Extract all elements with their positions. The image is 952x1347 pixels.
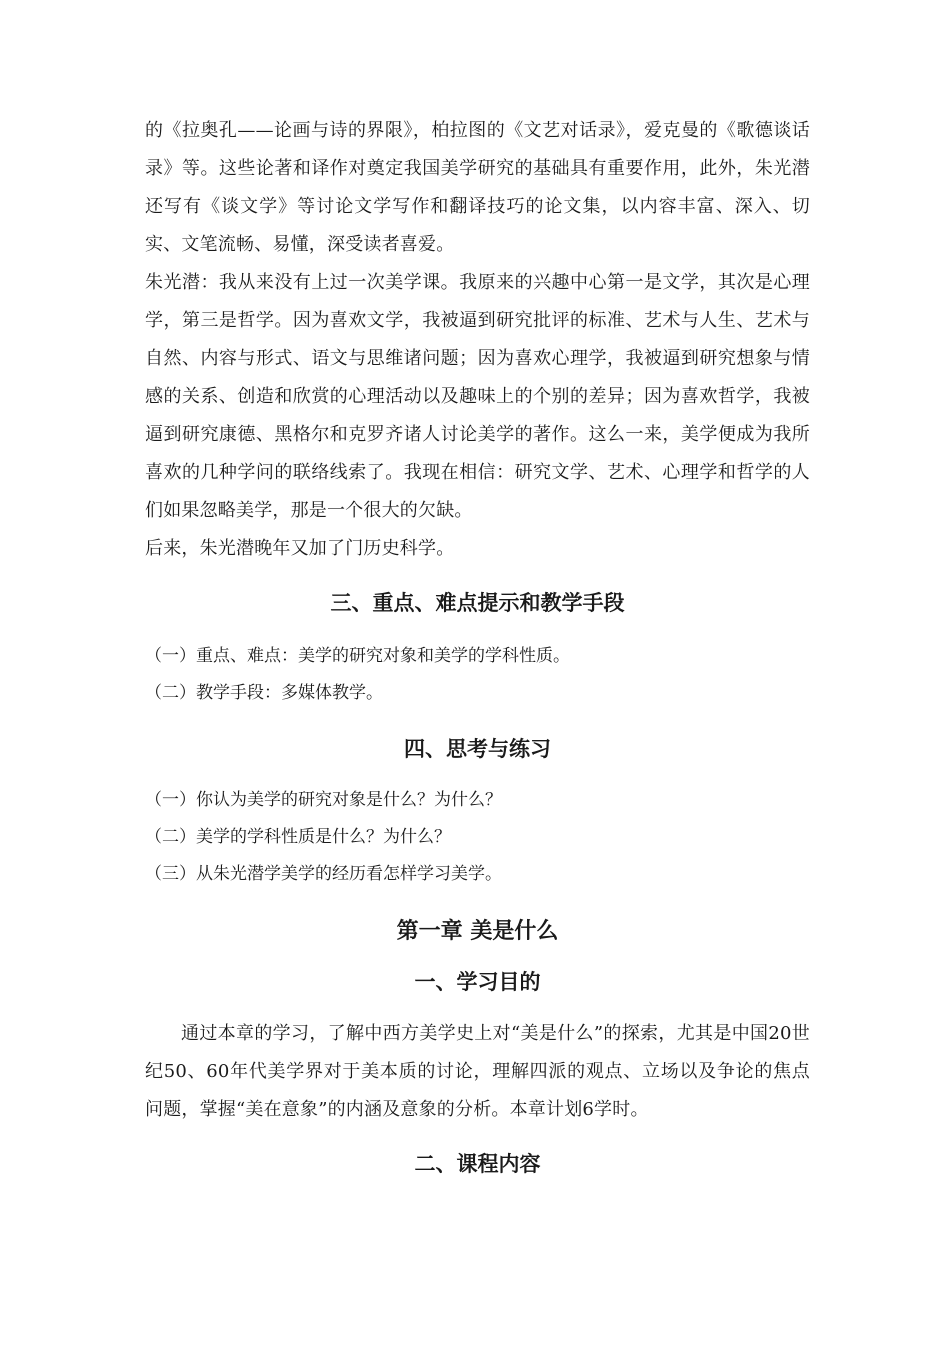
section4-item-2: （二）美学的学科性质是什么？为什么？ <box>145 827 451 847</box>
chapter1-goal-heading: 一、学习目的 <box>414 970 541 994</box>
document-page <box>145 112 810 1179</box>
chapter1-content-heading: 二、课程内容 <box>414 1152 541 1176</box>
chapter1-title: 第一章 美是什么 <box>396 919 559 944</box>
quote-paragraph: 朱光潜：我从来没有上过一次美学课。我原来的兴趣中心第一是文学，其次是心理学，第三是哲学。因为喜欢文学，我被逼到研究批评的标准、艺术与人生、艺术与自然、内容与形式、语文与思维诸问题；因为喜欢心理学，我被逼到研究想象与情感的关系、创造和欣赏的心理活动以及趣味上的个别的差异；因为喜欢哲学，我被逼到研究康德、黑格尔和克罗齐诸人讨论美学的著作。这么一来，美学便成为我所喜欢的几种学问的联络线索了。我现在相信：研究文学、艺术、心理学和哲学的人们如果忽略美学，那是一个很大的欠缺。 <box>145 272 810 521</box>
later-paragraph: 后来，朱光潜晚年又加了门历史科学。 <box>145 538 455 559</box>
chapter1-goal-paragraph: 通过本章的学习，了解中西方美学史上对“美是什么”的探索，尤其是中国20世纪50、60年代美学界对于美本质的讨论，理解四派的观点、立场以及争论的焦点问题，掌握“美在意象”的内涵及意象的分析。本章计划6学时。 <box>145 1023 810 1120</box>
section4-item-3: （三）从朱光潜学美学的经历看怎样学习美学。 <box>145 864 502 884</box>
section3-item-2: （二）教学手段：多媒体教学。 <box>145 683 383 703</box>
intro-paragraph: 的《拉奥孔——论画与诗的界限》，柏拉图的《文艺对话录》，爱克曼的《歌德谈话录》等。这些论著和译作对奠定我国美学研究的基础具有重要作用，此外，朱光潜还写有《谈文学》等讨论文学写作和翻译技巧的论文集，以内容丰富、深入、切实、文笔流畅、易懂，深受读者喜爱。 <box>145 120 810 255</box>
section3-item-1: （一）重点、难点：美学的研究对象和美学的学科性质。 <box>145 646 570 666</box>
section4-heading: 四、思考与练习 <box>404 737 551 761</box>
section3-heading: 三、重点、难点提示和教学手段 <box>330 591 625 615</box>
section4-item-1: （一）你认为美学的研究对象是什么？为什么？ <box>145 790 502 810</box>
